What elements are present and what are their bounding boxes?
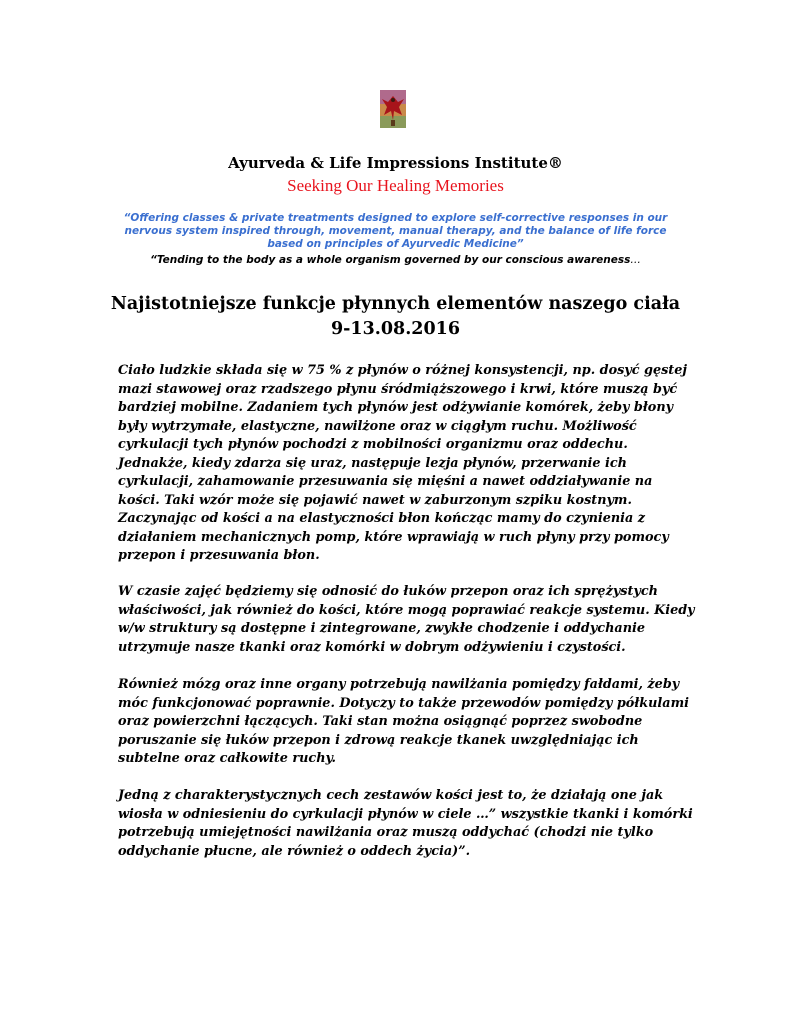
paragraph-line: mazi stawowej oraz rzadszego płynu śródmiąższowego i krwi, które muszą być [118, 381, 678, 397]
paragraph-line: W czasie zajęć będziemy się odnosić do łuków przepon oraz ich sprężystych [118, 584, 658, 599]
paragraph-line: Również mózg oraz inne organy potrzebują nawilżania pomiędzy fałdami, żeby [118, 677, 680, 692]
paragraph-line: Zaczynając od kości a na elastyczności błon kończąc mamy do czynienia z [118, 511, 646, 526]
motto [80, 254, 711, 267]
mission-line: nervous system inspired through, movement, manual therapy, and the balance of life force [124, 225, 667, 237]
mission-line: based on principles of Ayurvedic Medicine” [267, 238, 524, 250]
paragraph-line: oddychanie płucne, ale również o oddech życia)”. [118, 843, 471, 859]
paragraph-line: potrzebują umiejętności nawilżania oraz muszą oddychać (chodzi nie tylko [118, 825, 654, 840]
paragraph-line: cyrkulacji, zahamowanie przesuwania się mięśni a nawet oddziaływanie na [118, 474, 653, 489]
paragraph-line: były wytrzymałe, elastyczne, nawilżone oraz w ciągłym ruchu. Możliwość [118, 418, 637, 434]
paragraph-line: Jedną z charakterystycznych cech zestawów kości jest to, że działają one jak [118, 788, 664, 803]
paragraph-4 [118, 787, 693, 861]
paragraph-line: działaniem mechanicznych pomp, które wprawiają w ruch płyny przy pomocy [118, 529, 669, 545]
mission-line: “Offering classes & private treatments designed to explore self-corrective responses in our [123, 212, 668, 224]
org-name: Ayurveda & Life Impressions Institute® [228, 154, 563, 172]
paragraph-line: Jednakże, kiedy zdarza się uraz, następuje lezja płynów, przerwanie ich [118, 455, 627, 471]
paragraph-line: bardziej mobilne. Zadaniem tych płynów jest odżywianie komórek, żeby błony [118, 400, 674, 415]
tagline: Seeking Our Healing Memories [287, 176, 504, 195]
paragraph-line: móc funkcjonować poprawnie. Dotyczy to także przewodów pomiędzy półkulami [118, 695, 689, 711]
paragraph-3 [118, 676, 688, 769]
title-date: 9-13.08.2016 [330, 319, 461, 339]
paragraph-line: poruszanie się łuków przepon i zdrową reakcje tkanek uwzględniając ich [118, 732, 639, 748]
title-line: Najistotniejsze funkcje płynnych elementów naszego ciała [110, 294, 681, 314]
motto-ellipsis: … [630, 254, 641, 266]
paragraph-line: subtelne oraz całkowite ruchy. [118, 751, 336, 766]
document-title [60, 292, 731, 342]
paragraph-line: cyrkulacji tych płynów pochodzi z mobilności organizmu oraz oddechu. [118, 437, 628, 452]
paragraph-line: przepon i przesuwania błon. [118, 548, 320, 563]
paragraph-line: w/w struktury są dostępne i zintegrowane, zwykłe chodzenie i oddychanie [118, 621, 646, 636]
paragraph-line: wiosła w odniesieniu do cyrkulacji płynów w ciele …” wszystkie tkanki i komórki [118, 806, 693, 822]
paragraph-2 [118, 583, 695, 657]
paragraph-line: Ciało ludzkie składa się w 75 % z płynów o różnej konsystencji, np. dosyć gęstej [118, 363, 687, 378]
motto-text: “Tending to the body as a whole organism governed by our conscious awareness [150, 254, 631, 266]
mission-statement [115, 212, 676, 251]
bird-emblem-icon [380, 90, 406, 128]
paragraph-1 [118, 362, 688, 566]
paragraph-line: utrzymuje nasze tkanki oraz komórki w dobrym odżywieniu i czystości. [118, 639, 626, 655]
paragraph-line: oraz powierzchni łączących. Taki stan można osiągnąć poprzez swobodne [118, 714, 643, 729]
paragraph-line: kości. Taki wzór może się pojawić nawet w zaburzonym szpiku kostnym. [118, 492, 632, 508]
paragraph-line: właściwości, jak również do kości, które mogą poprawiać reakcje systemu. Kiedy [118, 602, 695, 618]
